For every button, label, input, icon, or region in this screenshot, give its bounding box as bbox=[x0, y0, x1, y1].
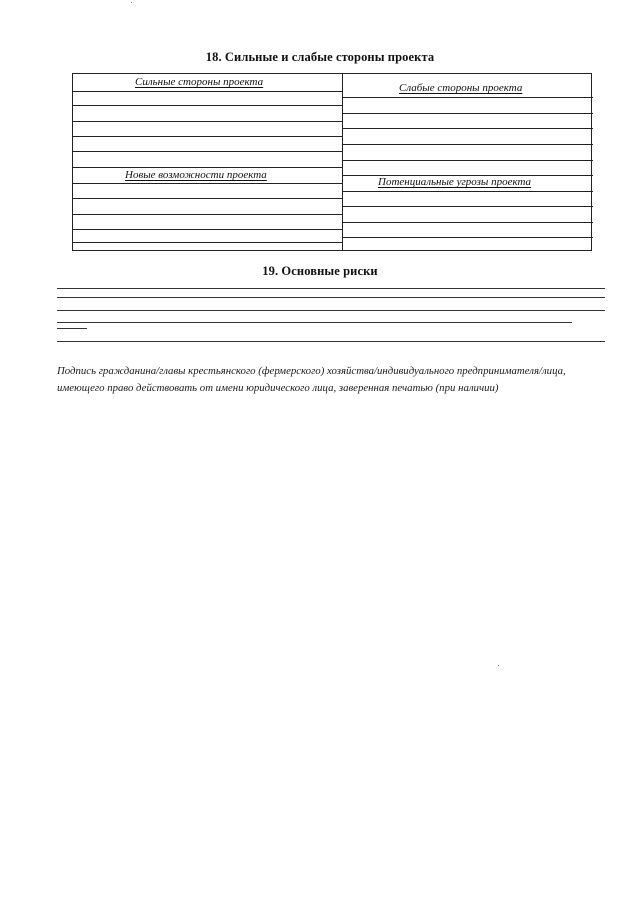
table-row-line bbox=[343, 222, 593, 223]
section-18-title: 18. Сильные и слабые стороны проекта bbox=[205, 50, 435, 64]
table-column-divider bbox=[342, 74, 343, 250]
table-row-line bbox=[73, 151, 342, 152]
table-row-line bbox=[73, 198, 342, 199]
table-row-line bbox=[73, 183, 342, 184]
swot-table bbox=[72, 73, 592, 251]
table-row-line bbox=[73, 136, 342, 137]
risks-answer-line bbox=[57, 328, 87, 329]
risks-answer-line bbox=[57, 310, 605, 311]
section-19-title: 19. Основные риски bbox=[262, 264, 378, 278]
table-row-line bbox=[343, 191, 593, 192]
risks-answer-line bbox=[57, 341, 605, 342]
table-row-line bbox=[73, 229, 342, 230]
risks-answer-line bbox=[57, 288, 605, 289]
table-row-line bbox=[343, 128, 593, 129]
table-row-line bbox=[73, 121, 342, 122]
table-row-line bbox=[343, 160, 593, 161]
opportunities-header: Новые возможности проекта bbox=[125, 169, 267, 181]
weaknesses-header: Слабые стороны проекта bbox=[399, 82, 523, 94]
table-row-line bbox=[343, 97, 593, 98]
scan-speck bbox=[131, 2, 132, 3]
strengths-header: Сильные стороны проекта bbox=[135, 76, 264, 88]
signature-instruction: Подпись гражданина/главы крестьянского (фермерского) хозяйства/индивидуального предпринимателя/лица, имеющего право действовать от имени юридического лица, заверенная печатью (при наличии) bbox=[57, 365, 566, 394]
threats-header: Потенциальные угрозы проекта bbox=[378, 176, 532, 188]
table-row-line bbox=[73, 91, 342, 92]
table-row-line bbox=[73, 105, 342, 106]
table-row-line bbox=[343, 144, 593, 145]
risks-answer-line bbox=[57, 322, 572, 323]
table-row-line bbox=[73, 242, 342, 243]
risks-answer-line bbox=[57, 297, 605, 298]
table-row-line bbox=[343, 206, 593, 207]
table-row-line bbox=[343, 237, 593, 238]
table-row-line bbox=[73, 214, 342, 215]
table-row-line bbox=[343, 113, 593, 114]
table-row-line bbox=[73, 167, 342, 168]
scan-speck bbox=[498, 665, 499, 666]
